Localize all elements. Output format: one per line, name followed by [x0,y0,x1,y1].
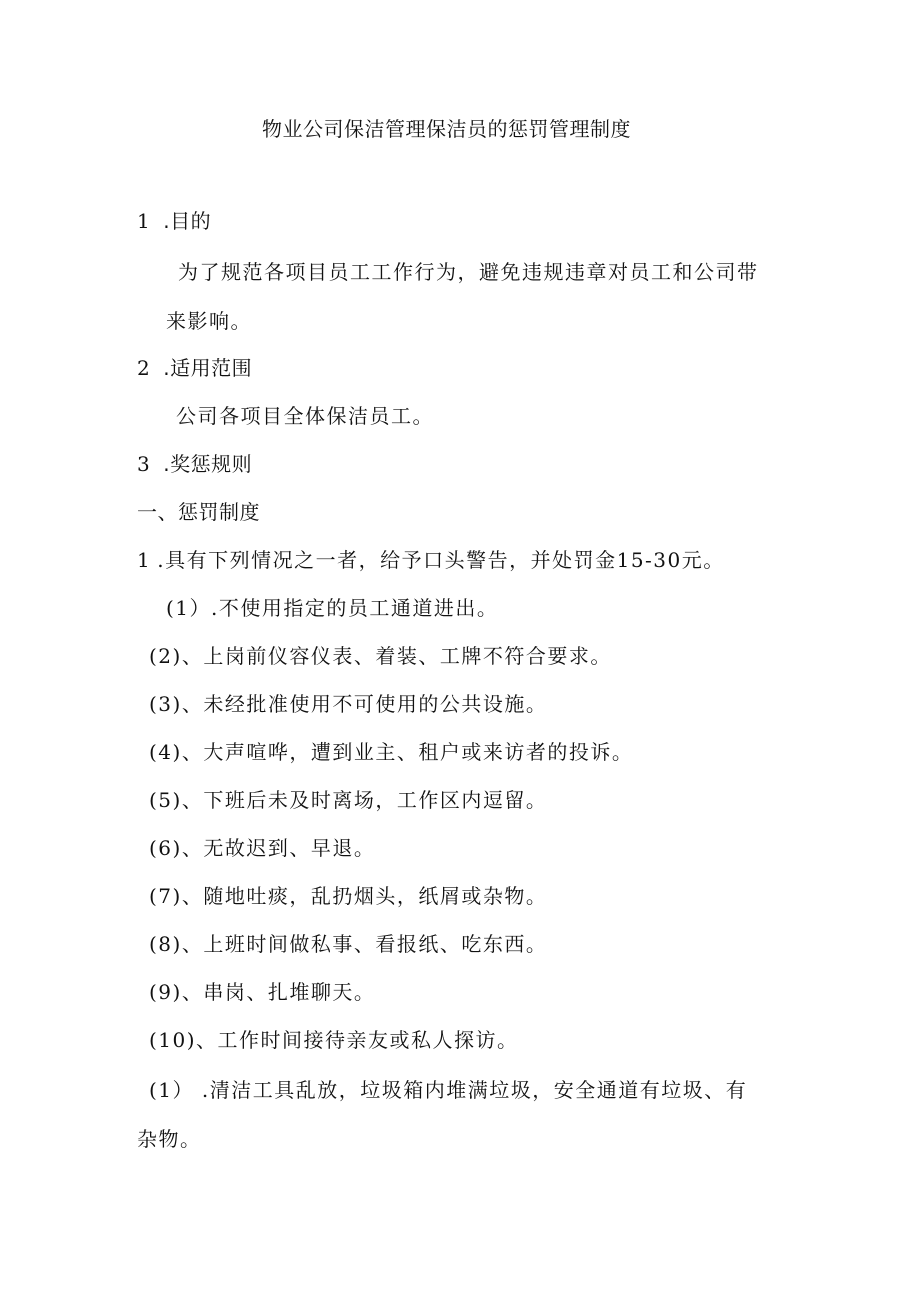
section-1-body-line-2: 来影响。 [166,309,252,333]
section-heading-text: .奖惩规则 [163,452,253,476]
section-heading-text: .目的 [163,209,212,233]
rule-text: .具有下列情况之一者，给予口头警告，并处罚金15-30元。 [157,548,725,572]
list-item: (7)、随地吐痰，乱扔烟头，纸屑或杂物。 [149,884,548,908]
list-item: (8)、上班时间做私事、看报纸、吃东西。 [149,932,548,956]
section-number: 2 [137,356,152,380]
list-item: (9)、串岗、扎堆聊天。 [149,980,376,1004]
list-item: (2)、上岗前仪容仪表、着装、工牌不符合要求。 [149,644,612,668]
list-item: (3)、未经批准使用不可使用的公共设施。 [149,692,548,716]
list-item-last-line-2: 杂物。 [137,1127,202,1151]
section-2-body-line-1: 公司各项目全体保洁员工。 [176,404,434,428]
section-number: 3 [137,452,152,476]
list-item: (4)、大声喧哗，遭到业主、租户或来访者的投诉。 [149,740,634,764]
list-item: (5)、下班后未及时离场，工作区内逗留。 [149,788,548,812]
section-1-heading [137,208,211,234]
section-1-body-line-1: 为了规范各项目员工工作行为，避免违规违章对员工和公司带 [178,260,759,284]
section-heading-text: .适用范围 [163,356,253,380]
section-2-heading [137,355,252,381]
list-item-last-line-1: (1） .清洁工具乱放，垃圾箱内堆满垃圾，安全通道有垃圾、有 [149,1078,748,1102]
list-item: (1）.不使用指定的员工通道进出。 [166,596,499,620]
section-number: 1 [137,209,152,233]
section-3-heading [137,451,252,477]
list-item: (10)、工作时间接待亲友或私人探访。 [149,1028,519,1052]
page-title: 物业公司保洁管理保洁员的惩罚管理制度 [262,117,631,141]
list-item: (6)、无故迟到、早退。 [149,836,376,860]
rule-number: 1 [137,548,152,572]
subheading-penalty-system: 一、惩罚制度 [137,500,260,524]
rule-1-heading [137,547,725,573]
